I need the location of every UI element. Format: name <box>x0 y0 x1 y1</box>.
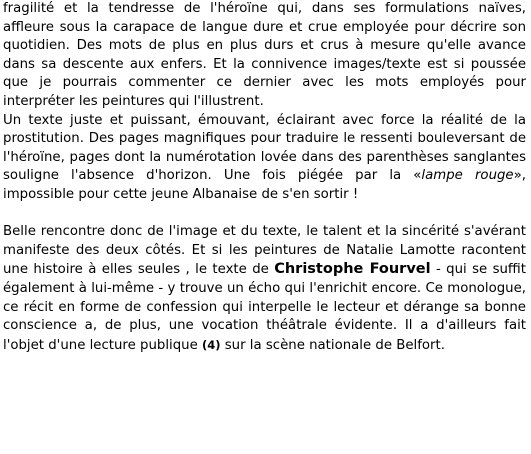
paragraph-3 <box>3 223 526 355</box>
paragraph-3-text-middle: - qui se suffit également à lui-même - y trouve un écho qui l'enrichit encore. Ce monologue, ce récit en forme de confession qui interpelle le lecteur et dérange sa bonne conscience a, de plus, une vocation théâtrale évidente. Il a d'ailleurs fait l'objet d'une lecture publique <box>3 262 526 353</box>
author-name: Christophe Fourvel <box>274 261 431 278</box>
article-body <box>3 0 526 355</box>
paragraph-1 <box>3 0 526 112</box>
paragraph-2-text-start: Un texte juste et puissant, émouvant, éclairant avec force la réalité de la prostitution. Des pages magnifiques pour traduire le ressenti bouleversant de l'héroïne, pages dont la numérotation lovée dans des parenthèses sanglantes souligne l'absence d'horizon. Une fois piégée par la « <box>3 112 526 184</box>
paragraph-2 <box>3 112 526 205</box>
paragraph-2-text-end: », impossible pour cette jeune Albanaise de s'en sortir ! <box>3 168 526 202</box>
lampe-rouge-title: lampe rouge <box>421 168 514 184</box>
paragraph-3-text-start: Belle rencontre donc de l'image et du texte, le talent et la sincérité s'avérant manifeste des deux côtés. Et si les peintures de Natalie Lamotte racontent une histoire à elles seules , le texte de <box>3 224 526 278</box>
paragraph-1-text: fragilité et la tendresse de l'héroïne qui, dans ses formulations naïves, affleure sous la carapace de langue dure et crue employée pour décrire son quotidien. Des mots de plus en plus durs et crus à mesure qu'elle avance dans sa descente aux enfers. Et la connivence images/texte est si poussée que je pourrais commenter ce dernier avec les mots employés pour interpréter les peintures qui l'illustrent. <box>3 1 526 109</box>
paragraph-3-text-end: sur la scène nationale de Belfort. <box>220 337 445 353</box>
footnote-reference: (4) <box>201 337 221 352</box>
